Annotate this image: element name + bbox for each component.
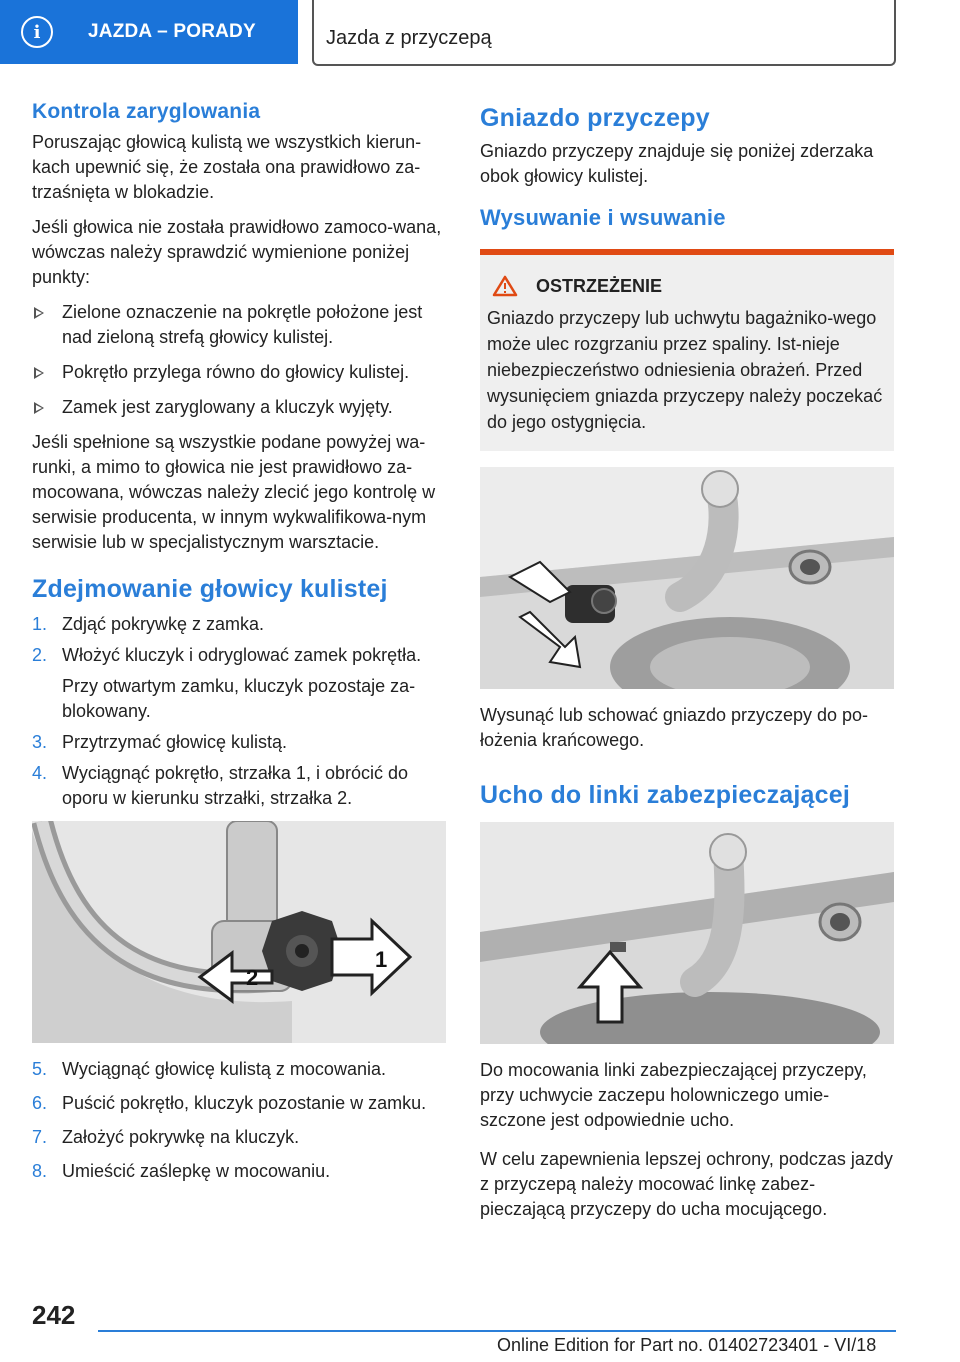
step-item: 8. Umieścić zaślepkę w mocowaniu. bbox=[32, 1161, 331, 1181]
step-item: 7. Założyć pokrywkę na kluczyk. bbox=[32, 1127, 300, 1147]
edition-text: Online Edition for Part no. 01402723401 - VI/18 bbox=[497, 1335, 877, 1355]
header-section-tab[interactable] bbox=[0, 0, 298, 64]
knob-removal-figure bbox=[32, 821, 446, 1043]
right-column bbox=[480, 100, 894, 1232]
locking-check-paragraph-2: Jeśli głowica nie została prawidłowo zamoco-wana, wówczas należy sprawdzić wymienione poniżej punkty: bbox=[32, 217, 442, 287]
step-item: 2. Włożyć kluczyk i odryglować zamek pokrętła. Przy otwartym zamku, kluczyk pozostaje za-blokowany. bbox=[32, 643, 446, 724]
page-number: 242 bbox=[32, 1300, 76, 1330]
warning-triangle-icon bbox=[492, 275, 518, 297]
bullet-triangle-icon bbox=[34, 367, 44, 379]
step-item: 4. Wyciągnąć pokrętło, strzałka 1, i obrócić do oporu w kierunku strzałki, strzałka 2. bbox=[32, 763, 408, 808]
socket-heading: Gniazdo przyczepy bbox=[480, 104, 710, 132]
warning-text: Gniazdo przyczepy lub uchwytu bagażniko-wego może ulec rozgrzaniu przez spaliny. Ist-nieje niebezpieczeństwo odniesienia obrażeń. Przed wysunięciem gniazda przyczepy należy poczekać do jego ostygnięcia. bbox=[487, 308, 883, 432]
step-item: 6. Puścić pokrętło, kluczyk pozostanie w zamku. bbox=[32, 1093, 427, 1113]
list-item: Zamek jest zaryglowany a kluczyk wyjęty. bbox=[32, 395, 446, 420]
bullet-triangle-icon bbox=[34, 402, 44, 414]
list-item: Pokrętło przylega równo do głowicy kulistej. bbox=[32, 360, 446, 385]
list-item: Zielone oznaczenie na pokrętle położone jest nad zieloną strefą głowicy kulistej. bbox=[32, 300, 446, 350]
arrow-2-label: 2 bbox=[246, 965, 259, 990]
step-item: 3. Przytrzymać głowicę kulistą. bbox=[32, 732, 288, 752]
section-label: JAZDA – PORADY bbox=[88, 21, 256, 42]
removal-heading: Zdejmowanie głowicy kulistej bbox=[32, 575, 388, 603]
info-icon: i bbox=[21, 16, 53, 48]
locking-check-paragraph-1: Poruszając głowicą kulistą we wszystkich kierun-kach upewnić się, że została ona prawidłowo za-trzaśnięta w blokadzie. bbox=[32, 132, 422, 202]
warning-box bbox=[480, 249, 894, 451]
arrow-1-label: 1 bbox=[375, 947, 388, 972]
removal-steps-b bbox=[32, 1057, 446, 1184]
locking-check-paragraph-3: Jeśli spełnione są wszystkie podane powyżej wa-runki, a mimo to głowica nie jest prawidłowo za-mocowana, wówczas należy zlecić jego kontrolę w serwisie producenta, w innym wykwalifikowa-nym serwisie lub w specjalistycznym warsztacie. bbox=[32, 432, 436, 552]
locking-check-heading: Kontrola zaryglowania bbox=[32, 100, 261, 123]
safety-eye-heading: Ucho do linki zabezpieczającej bbox=[480, 781, 851, 809]
check-list bbox=[32, 300, 446, 420]
step-item: 1. Zdjąć pokrywkę z zamka. bbox=[32, 614, 265, 634]
safety-eye-paragraph-2: W celu zapewnienia lepszej ochrony, podczas jazdy z przyczepą należy mocować linkę zabez-pieczającą przyczepy do ucha mocującego. bbox=[480, 1149, 893, 1219]
footer-rule bbox=[98, 1330, 896, 1332]
socket-paragraph: Gniazdo przyczepy znajduje się poniżej zderzaka obok głowicy kulistej. bbox=[480, 141, 874, 186]
socket-caption: Wysunąć lub schować gniazdo przyczepy do po-łożenia krańcowego. bbox=[480, 705, 869, 750]
step-item: 5. Wyciągnąć głowicę kulistą z mocowania. bbox=[32, 1059, 386, 1079]
safety-eye-paragraph-1: Do mocowania linki zabezpieczającej przyczepy, przy uchwycie zaczepu holowniczego umie-szczone jest odpowiednie ucho. bbox=[480, 1060, 867, 1130]
bullet-triangle-icon bbox=[34, 307, 44, 319]
warning-title: OSTRZEŻENIE bbox=[536, 275, 663, 296]
removal-steps-a bbox=[32, 612, 446, 811]
chapter-title-box bbox=[312, 0, 896, 66]
extend-heading: Wysuwanie i wsuwanie bbox=[480, 205, 726, 230]
socket-figure bbox=[480, 467, 894, 689]
safety-eye-figure bbox=[480, 822, 894, 1044]
step-note: Przy otwartym zamku, kluczyk pozostaje za-blokowany. bbox=[62, 676, 416, 721]
left-column bbox=[32, 100, 446, 1193]
warning-title-row bbox=[492, 275, 886, 297]
chapter-title: Jazda z przyczepą bbox=[326, 27, 492, 49]
